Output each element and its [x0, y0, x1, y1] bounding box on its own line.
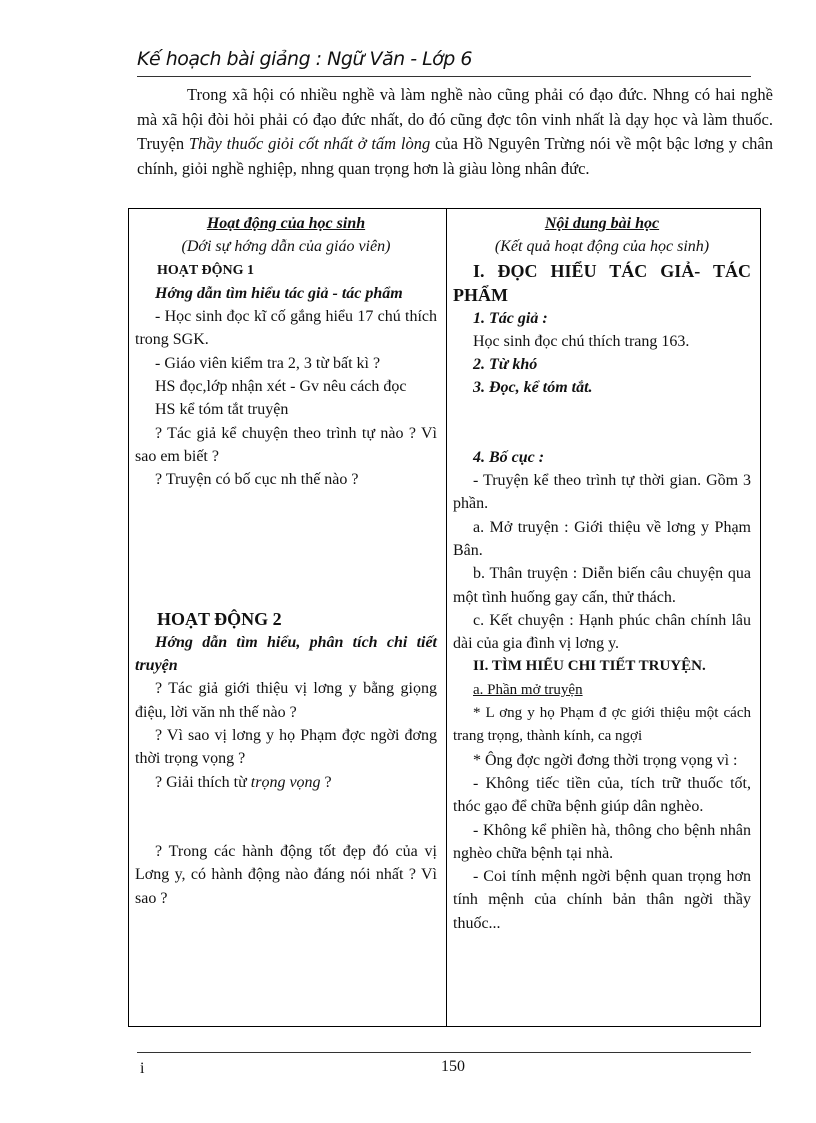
intro-text: Trong xã hội có nhiều nghề và làm nghề nào cũng phải có đạo đức. Nhng có hai nghề mà xã hội đòi hỏi phải có đạo đức nhất, do đó cũng đợc tôn vinh nhất là dạy học và làm thuốc. Truyện — [137, 85, 773, 153]
right-line: 2. Từ khó — [473, 356, 538, 374]
right-line: c. Kết chuyện : Hạnh phúc chân chính lâu dài của gia đình vị lơng y. — [453, 611, 751, 653]
spacer — [453, 400, 751, 446]
intro-paragraph — [137, 83, 773, 181]
footer-rule — [137, 1052, 751, 1053]
activity-1-title: Hớng dẫn tìm hiểu tác giả - tác phẩm — [155, 284, 403, 302]
right-line: * Ông đợc ngời đơng thời trọng vọng vì : — [473, 751, 738, 769]
left-line: ? Trong các hành động tốt đẹp đó của vị Lơng y, có hành động nào đáng nói nhất ? Vì sao ? — [135, 842, 437, 907]
right-line: 4. Bố cục : — [473, 448, 545, 466]
left-heading: Hoạt động của học sinh — [206, 215, 366, 232]
activity-1-label: HOẠT ĐỘNG 1 — [157, 262, 254, 278]
right-line: - Không kể phiền hà, thông cho bệnh nhân nghèo chữa bệnh tại nhà. — [453, 821, 751, 862]
spacer — [135, 492, 437, 608]
left-line: ? Vì sao vị lơng y họ Phạm đợc ngời đơng thời trọng vọng ? — [135, 727, 437, 768]
spacer — [135, 794, 437, 840]
right-heading: Nội dung bài học — [544, 215, 660, 232]
left-line: HS kể tóm tắt truyện — [155, 401, 289, 419]
left-line: - Giáo viên kiểm tra 2, 3 từ bất kì ? — [155, 354, 381, 372]
right-line: * L ơng y họ Phạm đ ợc giới thiệu một cách trang trọng, thành kính, ca ngợi — [453, 705, 751, 745]
page-header-title: Kế hoạch bài giảng : Ngữ Văn - Lớp 6 — [137, 48, 472, 70]
left-line: HS đọc,lớp nhận xét - Gv nêu cách đọc — [155, 378, 407, 396]
right-line: - Coi tính mệnh ngời bệnh quan trọng hơn tính mệnh của chính bản thân ngời thầy thuốc... — [453, 868, 751, 932]
right-line: b. Thân truyện : Diễn biến câu chuyện qua một tình huống gay cấn, thử thách. — [453, 565, 751, 606]
footer-marker: i — [140, 1060, 145, 1077]
left-line: ? Truyện có bố cục nh thế nào ? — [155, 471, 359, 489]
right-column — [453, 212, 751, 935]
page-number: 150 — [441, 1058, 465, 1075]
left-column — [135, 212, 437, 910]
left-line: ? Tác giả giới thiệu vị lơng y bằng giọng điệu, lời văn nh thế nào ? — [135, 680, 437, 721]
header-rule — [137, 76, 751, 77]
right-line: - Truyện kể theo trình tự thời gian. Gồm 3 phần. — [453, 472, 751, 513]
right-line: a. Phần mở truyện — [473, 681, 583, 698]
right-line: - Không tiếc tiền của, tích trữ thuốc tốt, thóc gạo để chữa bệnh giúp dân nghèo. — [453, 774, 751, 816]
left-line: - Học sinh đọc kĩ cố gắng hiểu 17 chú thích trong SGK. — [135, 308, 437, 349]
activity-2-title: Hớng dẫn tìm hiểu, phân tích chi tiết truyện — [135, 633, 437, 675]
left-line: ? Tác giả kể chuyện theo trình tự nào ? Vì sao em biết ? — [135, 424, 437, 465]
section-2-title: II. TÌM HIỂU CHI TIẾT TRUYỆN. — [473, 658, 706, 675]
right-line: 1. Tác giả : — [473, 309, 548, 327]
right-subheading: (Kết quả hoạt động của học sinh) — [494, 238, 710, 256]
right-line: a. Mở truyện : Giới thiệu về lơng y Phạm Bân. — [453, 518, 751, 559]
right-line: 3. Đọc, kể tóm tắt. — [473, 379, 593, 397]
section-1-title: I. ĐỌC HIỂU TÁC GIẢ- TÁC PHẨM — [453, 260, 751, 305]
left-subheading: (Dới sự hớng dẫn của giáo viên) — [181, 238, 391, 256]
activity-2-label: HOẠT ĐỘNG 2 — [157, 608, 282, 629]
left-line: ? Giải thích từ trọng vọng ? — [155, 773, 332, 791]
table-divider — [446, 208, 447, 1027]
story-title: Thầy thuốc giỏi cốt nhất ở tấm lòng — [188, 134, 431, 153]
intro-text-end: của Hồ Nguyên Trừng nói về một bậc lơng y chân chính, giỏi nghề nghiệp, nhng quan trọng hơn là giàu lòng nhân đức. — [137, 134, 773, 178]
right-line: Học sinh đọc chú thích trang 163. — [473, 332, 690, 350]
